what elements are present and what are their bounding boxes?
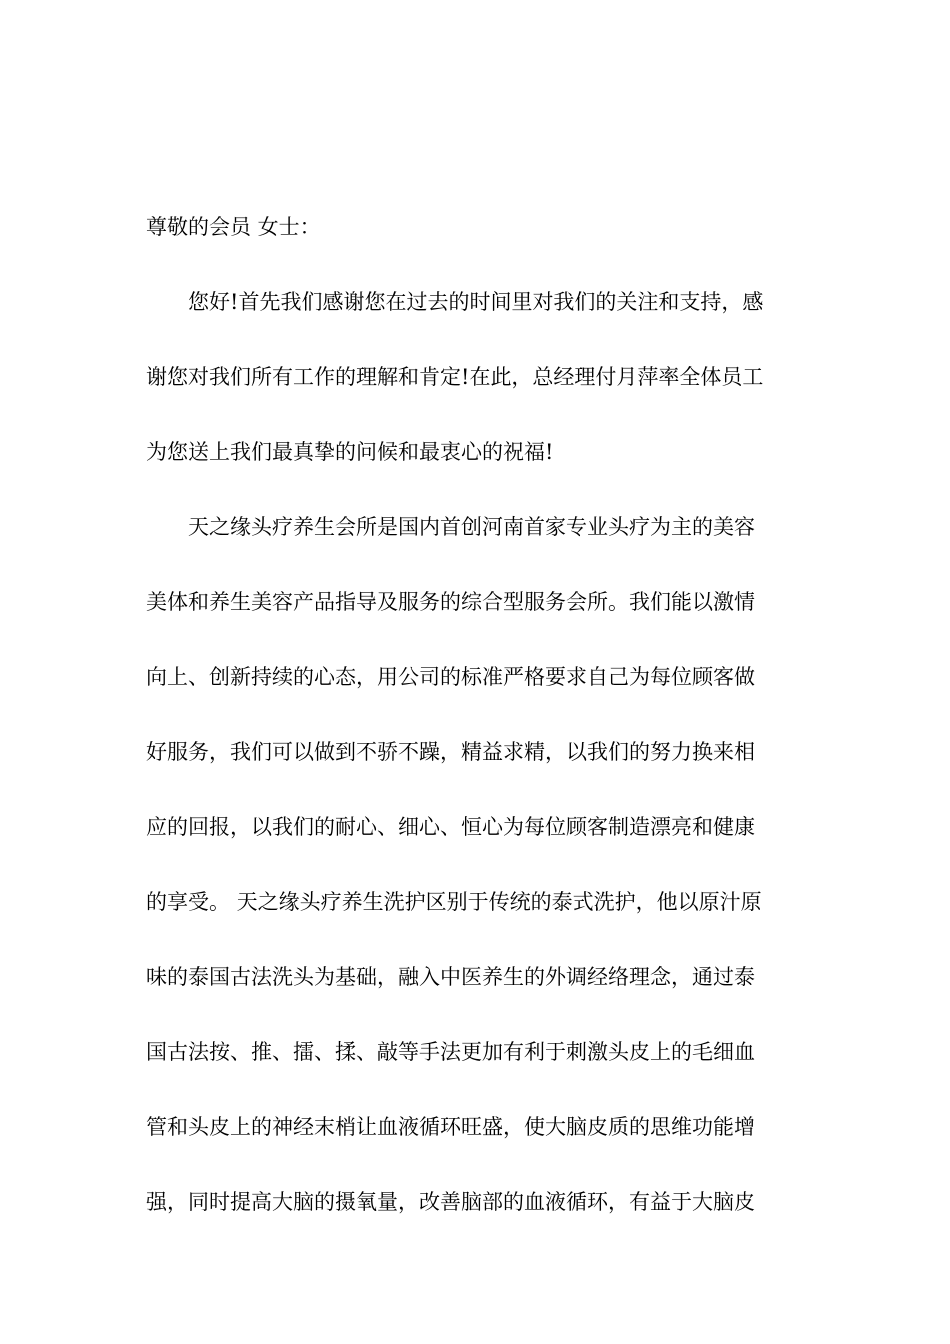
paragraph-line: 向上、创新持续的心态，用公司的标准严格要求自己为每位顾客做 [146, 665, 755, 689]
paragraph-line: 谢您对我们所有工作的理解和肯定!在此，总经理付月萍率全体员工 [146, 365, 764, 389]
paragraph-line: 应的回报，以我们的耐心、细心、恒心为每位顾客制造漂亮和健康 [146, 815, 755, 839]
paragraph-line: 天之缘头疗养生会所是国内首创河南首家专业头疗为主的美容 [188, 515, 755, 539]
paragraph-line: 管和头皮上的神经末梢让血液循环旺盛，使大脑皮质的思维功能增 [146, 1115, 755, 1139]
paragraph-line: 您好!首先我们感谢您在过去的时间里对我们的关注和支持，感 [188, 290, 764, 314]
paragraph-line: 的享受。 天之缘头疗养生洗护区别于传统的泰式洗护，他以原汁原 [146, 890, 762, 914]
paragraph-line: 好服务，我们可以做到不骄不躁，精益求精，以我们的努力换来相 [146, 740, 755, 764]
paragraph-line: 国古法按、推、擂、揉、敲等手法更加有利于刺激头皮上的毛细血 [146, 1040, 755, 1064]
salutation: 尊敬的会员 女士： [146, 215, 321, 239]
paragraph-line: 味的泰国古法洗头为基础，融入中医养生的外调经络理念，通过泰 [146, 965, 755, 989]
paragraph-line: 为您送上我们最真挚的问候和最衷心的祝福! [146, 440, 554, 464]
paragraph-line: 美体和养生美容产品指导及服务的综合型服务会所。我们能以激情 [146, 590, 755, 614]
paragraph-line: 强，同时提高大脑的摄氧量，改善脑部的血液循环，有益于大脑皮 [146, 1190, 755, 1214]
